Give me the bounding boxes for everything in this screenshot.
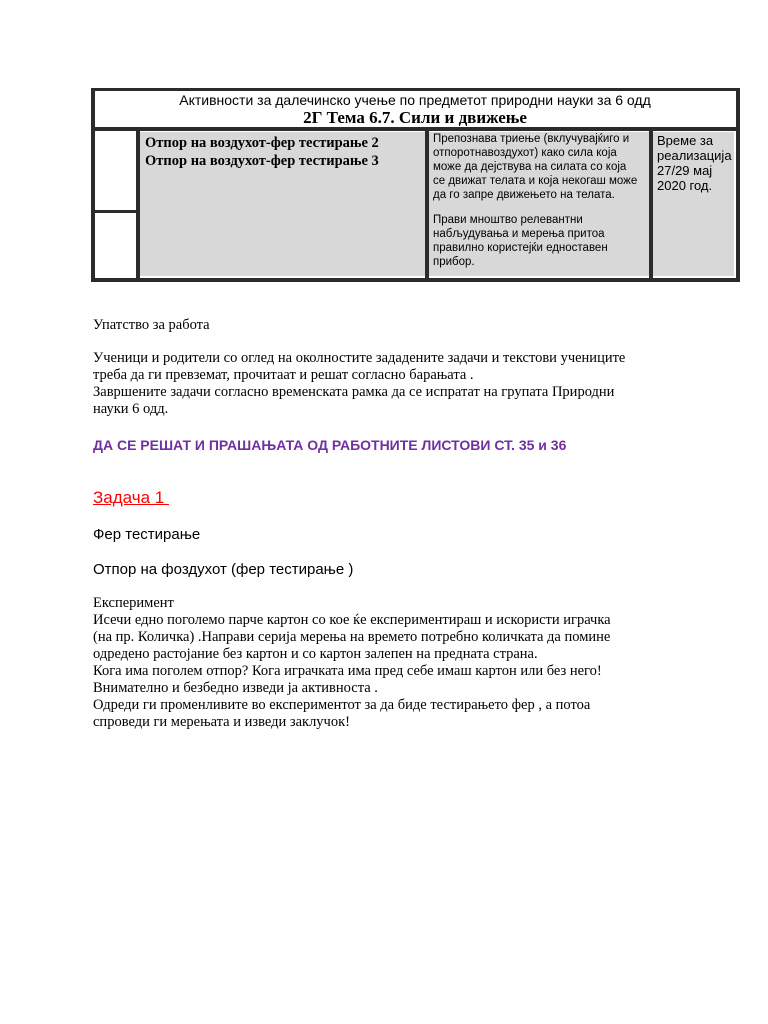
experiment-line: одредено растојание без картон и со картон залепен на предната страна. — [93, 646, 538, 662]
time-line: 27/29 мај — [657, 163, 713, 178]
objective-2 — [433, 213, 637, 269]
experiment-line: спроведи ги мерењата и изведи заклучок! — [93, 714, 350, 730]
experiment-line: Исечи едно поголемо парче картон со кое ќе експериментираш и искористи играчка — [93, 612, 611, 628]
objective-line: отпоротнавоздухот) како сила која — [433, 147, 617, 159]
paragraph-line: Ученици и родители со оглед на околностите зададените задачи и текстови учениците — [93, 350, 626, 366]
experiment-line: Кога има поголем отпор? Кога играчката има пред себе имаш картон или без него! — [93, 663, 602, 679]
lessons-list — [145, 134, 379, 170]
border-col-2 — [425, 127, 429, 282]
time-text — [657, 133, 732, 193]
time-line: Време за — [657, 133, 714, 148]
objective-line: да го запре движењето на телата. — [433, 189, 615, 201]
objective-line: може да дејствува на силата со која — [433, 161, 627, 173]
objective-line: прибор. — [433, 256, 475, 268]
border-bottom — [91, 278, 739, 282]
border-col-3 — [649, 127, 653, 282]
header-table — [91, 88, 739, 282]
border-top — [91, 88, 739, 91]
objective-line: се движат телата и која некогаш може — [433, 175, 638, 187]
objective-1 — [433, 132, 637, 202]
objective-line: Препознава триење (вклучувајќиго и — [433, 133, 630, 145]
lesson-item: Отпор на воздухот-фер тестирање 2 — [145, 135, 379, 151]
lesson-item: Отпор на воздухот-фер тестирање 3 — [145, 153, 379, 169]
objectives-text — [433, 132, 637, 269]
task-heading: Задача 1 — [93, 488, 169, 507]
task-subheading: Фер тестирање — [93, 526, 201, 543]
border-col-1 — [136, 127, 140, 282]
worksheet-highlight: ДА СЕ РЕШАТ И ПРАШАЊАТА ОД РАБОТНИТЕ ЛИСТОВИ СТ. 35 и 36 — [93, 437, 567, 453]
experiment-text — [93, 595, 611, 731]
instructions-paragraph — [93, 350, 625, 418]
experiment-line: Внимателно и безбедно изведи ја активноста . — [93, 680, 378, 696]
border-row-small — [95, 210, 138, 213]
experiment-line: Одреди ги променливите во експериментот за да биде тестирањето фер , а потоа — [93, 697, 591, 713]
experiment-line: Експеримент — [93, 595, 174, 611]
objective-line: правилно користејќи едноставен — [433, 242, 608, 254]
experiment-line: (на пр. Количка) .Направи серија мерења на времето потребно количката да помине — [93, 629, 611, 645]
paragraph-line: науки 6 одд. — [93, 401, 169, 417]
objective-line: Прави мноштво релевантни — [433, 214, 583, 226]
task-title: Отпор на фоздухот (фер тестирање ) — [93, 561, 354, 578]
paragraph-line: Завршените задачи согласно временската рамка да се испратат на групата Природни — [93, 384, 615, 400]
objective-line: набљудувања и мерења притоа — [433, 228, 605, 240]
header-activities-line: Активности за далечинско учење по предметот природни науки за 6 одд — [179, 92, 651, 108]
instructions-title: Упатство за работа — [93, 317, 210, 333]
header-topic-line: 2Г Тема 6.7. Сили и движење — [303, 108, 527, 127]
time-line: реализација — [657, 148, 732, 163]
paragraph-line: треба да ги превземат, прочитаат и решат согласно барањата . — [93, 367, 474, 383]
time-line: 2020 год. — [657, 178, 713, 193]
